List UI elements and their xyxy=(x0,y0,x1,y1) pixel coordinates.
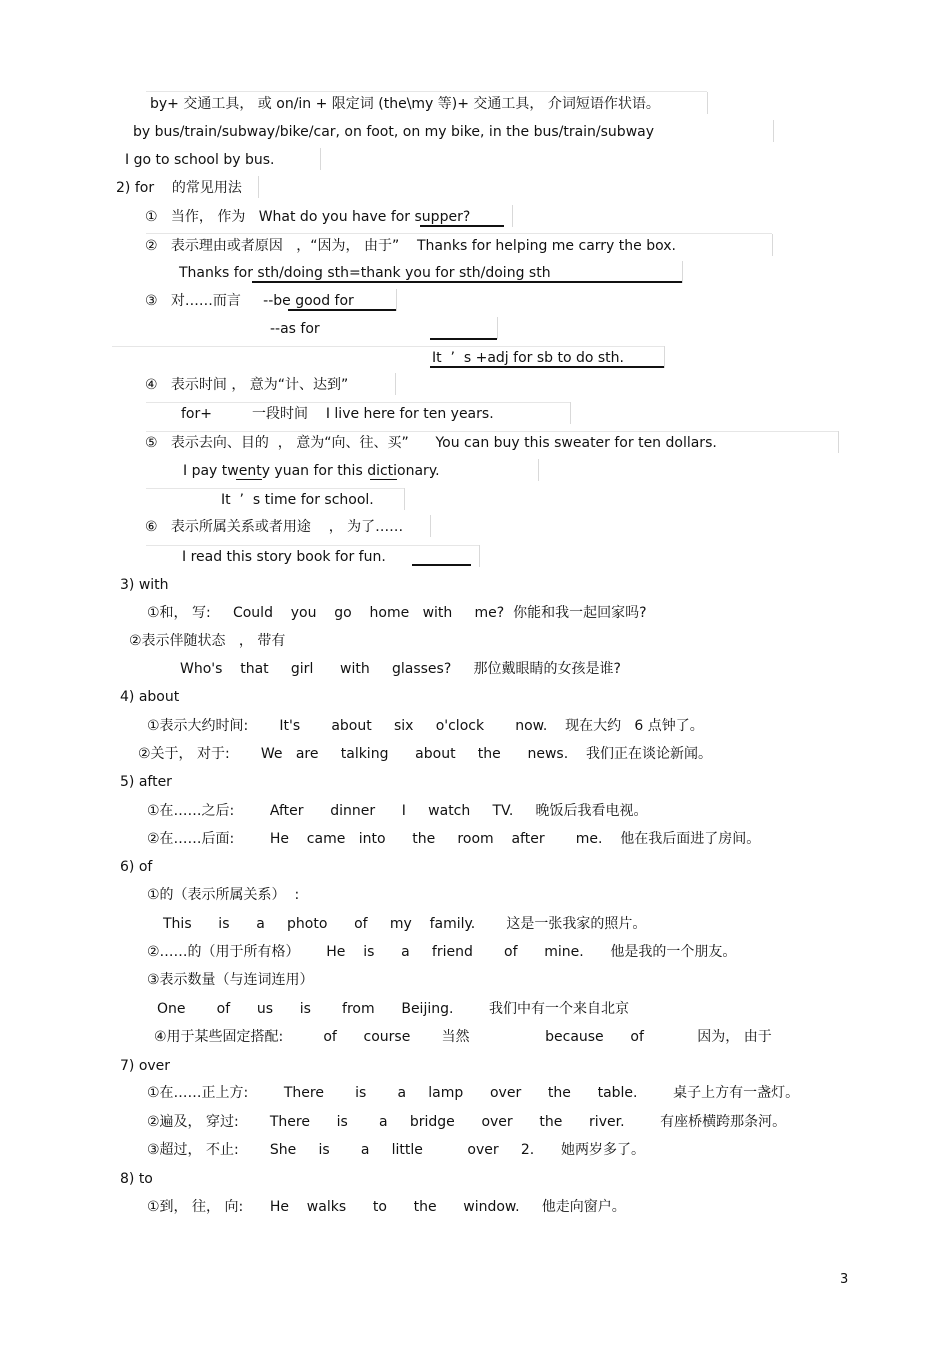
cell-divider xyxy=(570,402,571,424)
cell-divider xyxy=(258,176,259,198)
answer-blank xyxy=(252,281,682,283)
text-line: I pay twenty yuan for this dictionary. xyxy=(183,463,440,479)
row-rule xyxy=(146,488,404,489)
cell-divider xyxy=(838,431,839,453)
section-heading: 4) about xyxy=(120,689,180,705)
text-line: ②表示伴随状态 ， 带有 xyxy=(129,633,286,649)
section-heading: 8) to xyxy=(120,1171,153,1187)
word-underline xyxy=(370,479,397,480)
page-number: 3 xyxy=(840,1272,849,1287)
text-line: Thanks for sth/doing sth=thank you for sth/doing sth xyxy=(179,265,551,281)
text-line: ③ 对……而言 --be good for xyxy=(145,293,354,309)
cell-divider xyxy=(538,459,539,481)
text-line: ①表示大约时间: It's about six o'clock now. 现在大约 6 点钟了。 xyxy=(147,718,704,734)
text-line: by+ 交通工具， 或 on/in + 限定词 (the\my 等)+ 交通工具， 介词短语作状语。 xyxy=(150,96,660,112)
cell-divider xyxy=(430,515,431,537)
text-line: ⑤ 表示去向、目的 ， 意为“向、往、买” You can buy this sweater for ten dollars. xyxy=(145,435,717,451)
text-line: ⑥ 表示所属关系或者用途 ， 为了…… xyxy=(145,519,404,535)
text-line: Who's that girl with glasses? 那位戴眼睛的女孩是谁? xyxy=(180,661,621,677)
text-line: It ’ s +adj for sb to do sth. xyxy=(432,350,624,366)
answer-blank xyxy=(430,338,497,340)
text-line: ②……的（用于所有格） He is a friend of mine. 他是我的一个朋友。 xyxy=(147,944,737,960)
cell-divider xyxy=(395,373,396,395)
cell-divider xyxy=(396,289,397,311)
cell-divider xyxy=(773,120,774,142)
cell-divider xyxy=(682,261,683,283)
text-line: by bus/train/subway/bike/car, on foot, on my bike, in the bus/train/subway xyxy=(133,124,655,140)
cell-divider xyxy=(320,148,321,170)
text-line: ④ 表示时间 ， 意为“计、达到” xyxy=(145,377,349,393)
cell-divider xyxy=(772,234,773,256)
section-heading: 3) with xyxy=(120,577,169,593)
text-line: for+ 一段时间 I live here for ten years. xyxy=(181,406,494,422)
text-line: ②遍及， 穿过: There is a bridge over the river. 有座桥横跨那条河。 xyxy=(147,1114,787,1130)
text-line: ② 表示理由或者原因 ，“因为， 由于” Thanks for helping me carry the box. xyxy=(145,238,676,254)
word-underline xyxy=(236,479,262,480)
text-line: I go to school by bus. xyxy=(125,152,275,168)
cell-divider xyxy=(664,346,665,368)
text-line: ① 当作， 作为 What do you have for supper? xyxy=(145,209,471,225)
answer-blank xyxy=(420,225,504,227)
text-line: --as for xyxy=(270,321,320,337)
text-line: ③超过， 不止: She is a little over 2. 她两岁多了。 xyxy=(147,1142,645,1158)
cell-divider xyxy=(404,488,405,510)
text-line: ①和， 写: Could you go home with me? 你能和我一起回家吗? xyxy=(147,605,647,621)
text-line: It ’ s time for school. xyxy=(221,492,374,508)
text-line: ②在……后面: He came into the room after me. 他在我后面进了房间。 xyxy=(147,831,761,847)
cell-divider xyxy=(707,92,708,114)
answer-blank xyxy=(288,309,396,311)
section-heading: 5) after xyxy=(120,774,172,790)
text-line: ①在……正上方: There is a lamp over the table. 桌子上方有一盏灯。 xyxy=(147,1085,800,1101)
cell-divider xyxy=(512,205,513,227)
answer-blank xyxy=(412,564,471,566)
row-rule xyxy=(146,91,707,92)
text-line: ③表示数量（与连词连用） xyxy=(147,972,314,988)
text-line: ①的（表示所属关系） : xyxy=(147,887,300,903)
text-line: ①到， 往， 向: He walks to the window. 他走向窗户。 xyxy=(147,1199,626,1215)
text-line: ④用于某些固定搭配: of course 当然 because of 因为， 由于 xyxy=(154,1029,772,1045)
section-heading: 6) of xyxy=(120,859,153,875)
row-rule xyxy=(112,346,664,347)
row-rule xyxy=(146,402,570,403)
cell-divider xyxy=(479,545,480,567)
text-line: One of us is from Beijing. 我们中有一个来自北京 xyxy=(157,1001,630,1017)
section-heading: 7) over xyxy=(120,1058,171,1074)
text-line: This is a photo of my family. 这是一张我家的照片。 xyxy=(163,916,647,932)
section-heading: 2) for 的常见用法 xyxy=(116,180,242,196)
row-rule xyxy=(146,545,479,546)
cell-divider xyxy=(497,317,498,339)
row-rule xyxy=(146,431,838,432)
text-line: ①在……之后: After dinner I watch TV. 晚饭后我看电视。 xyxy=(147,803,648,819)
row-rule xyxy=(146,233,772,234)
answer-blank xyxy=(430,366,664,368)
text-line: I read this story book for fun. xyxy=(182,549,386,565)
text-line: ②关于， 对于: We are talking about the news. 我们正在谈论新闻。 xyxy=(138,746,712,762)
